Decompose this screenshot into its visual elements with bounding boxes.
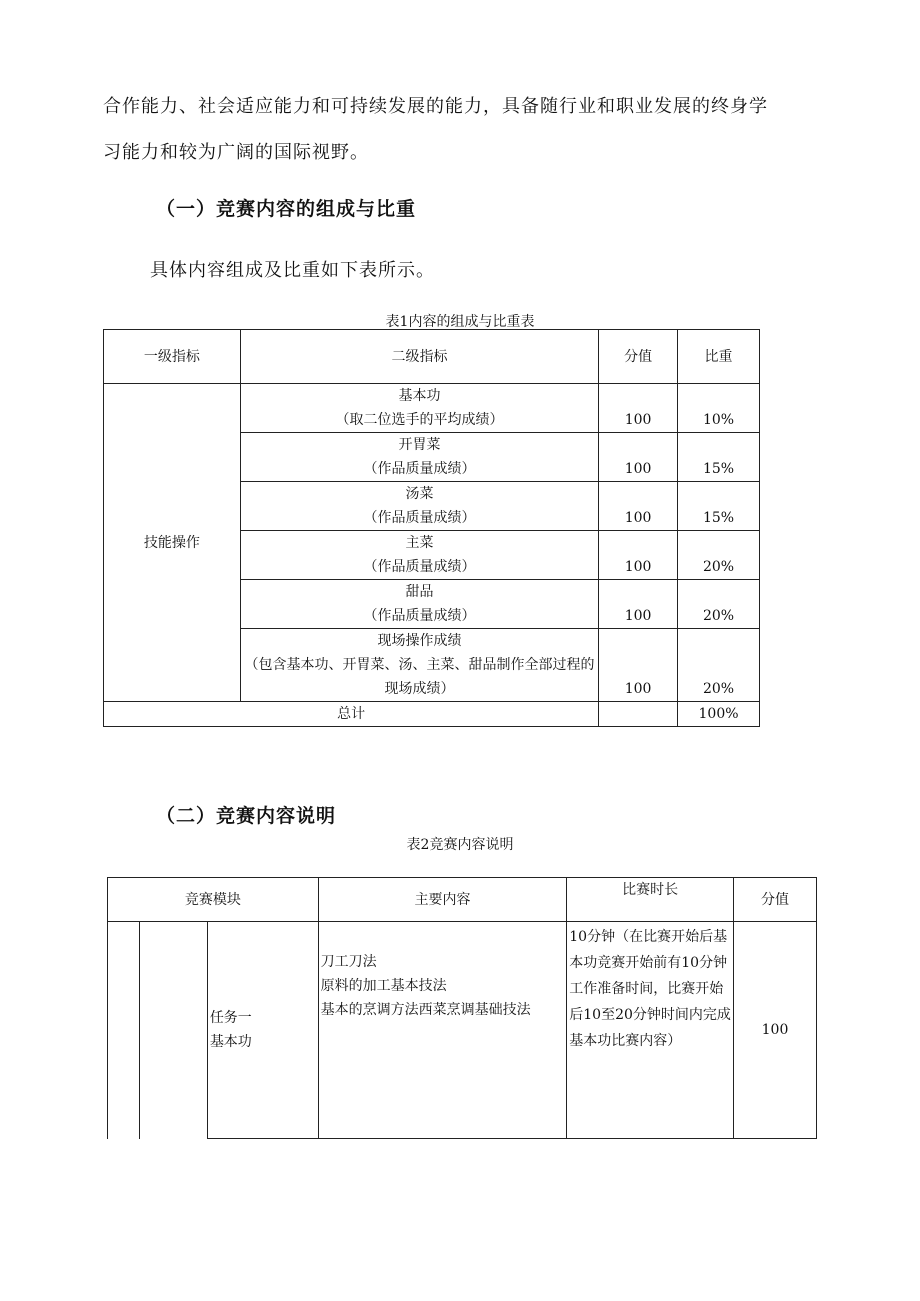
item-note: （包含基本功、开胃菜、汤、主菜、甜品制作全部过程的现场成绩）	[244, 657, 595, 697]
item-weight: 15%	[678, 482, 760, 531]
item-title: 现场操作成绩	[377, 633, 462, 649]
item-title: 基本功	[398, 388, 441, 404]
section-1-lead: 具体内容组成及比重如下表所示。	[150, 260, 435, 281]
item-note: （作品质量成绩）	[363, 461, 476, 477]
header-content: 主要内容	[318, 878, 567, 922]
header-module: 竞赛模块	[108, 878, 319, 922]
task-row	[108, 922, 817, 1139]
category-cell: 技能操作	[104, 384, 241, 702]
content-line: 基本的烹调方法西菜烹调基础技法	[320, 1002, 531, 1018]
intro-line-2: 习能力和较为广阔的国际视野。	[103, 142, 369, 163]
content-table	[107, 877, 817, 1139]
header-weight: 比重	[678, 330, 760, 384]
total-row	[104, 702, 760, 727]
section-2-heading: （二）竞赛内容说明	[156, 805, 337, 827]
item-title: 主菜	[405, 535, 434, 551]
item-cell	[240, 629, 598, 702]
item-cell	[240, 384, 598, 433]
header-level-1: 一级指标	[104, 330, 241, 384]
item-weight: 20%	[678, 580, 760, 629]
content-line: 刀工刀法	[320, 954, 377, 970]
table-header-row	[104, 330, 760, 384]
item-score: 100	[599, 531, 678, 580]
item-weight: 10%	[678, 384, 760, 433]
item-score: 100	[599, 384, 678, 433]
item-note: （作品质量成绩）	[363, 510, 476, 526]
item-score: 100	[599, 433, 678, 482]
task-name-cell	[207, 922, 318, 1139]
item-weight: 20%	[678, 629, 760, 702]
intro-paragraph	[103, 84, 823, 176]
item-cell	[240, 482, 598, 531]
header-score: 分值	[734, 878, 817, 922]
table-1-caption: 表1内容的组成与比重表	[385, 314, 535, 330]
module-spacer	[139, 922, 207, 1139]
task-name-line: 基本功	[209, 1034, 252, 1050]
item-score: 100	[599, 482, 678, 531]
intro-line-1: 合作能力、社会适应能力和可持续发展的能力，具备随行业和职业发展的终身学	[103, 96, 768, 117]
composition-table	[103, 329, 760, 727]
item-cell	[240, 531, 598, 580]
task-name-line: 任务一	[209, 1010, 252, 1026]
header-score: 分值	[599, 330, 678, 384]
item-title: 甜品	[405, 584, 434, 600]
module-spacer	[108, 922, 140, 1139]
task-duration-cell: 10分钟（在比赛开始后基本功竞赛开始前有10分钟工作准备时间，比赛开始后10至20分钟时间内完成基本功比赛内容）	[567, 922, 734, 1139]
task-content-cell	[318, 922, 567, 1139]
item-note: （取二位选手的平均成绩）	[335, 412, 504, 428]
item-cell	[240, 580, 598, 629]
content-line: 原料的加工基本技法	[320, 978, 447, 994]
total-score	[599, 702, 678, 727]
header-duration: 比赛时长	[567, 878, 734, 922]
item-note: （作品质量成绩）	[363, 608, 476, 624]
item-weight: 20%	[678, 531, 760, 580]
table-2-caption: 表2竞赛内容说明	[406, 837, 514, 853]
table-row	[104, 384, 760, 433]
section-1-heading: （一）竞赛内容的组成与比重	[156, 198, 417, 220]
item-score: 100	[599, 629, 678, 702]
item-score: 100	[599, 580, 678, 629]
item-note: （作品质量成绩）	[363, 559, 476, 575]
item-weight: 15%	[678, 433, 760, 482]
item-title: 汤菜	[405, 486, 434, 502]
total-weight: 100%	[678, 702, 760, 727]
header-level-2: 二级指标	[240, 330, 598, 384]
task-score-cell: 100	[734, 922, 817, 1139]
total-label: 总计	[104, 702, 599, 727]
item-title: 开胃菜	[398, 437, 441, 453]
table-header-row	[108, 878, 817, 922]
item-cell	[240, 433, 598, 482]
